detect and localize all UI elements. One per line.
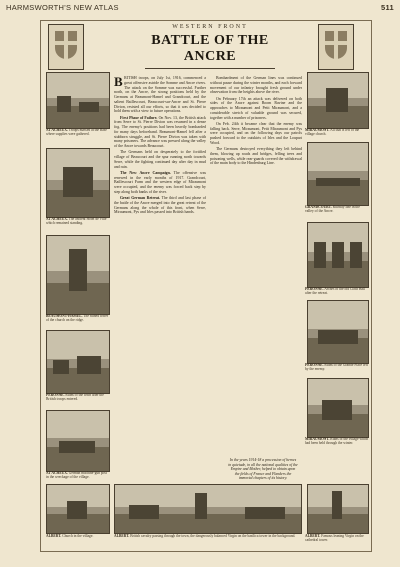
paragraph: On Feb. 24th it became clear that the enemy was falling back. Serre, Miraumont, Petit Miraumont and Pys were occupied, and on the following days our patrols pushed forward to the outskirts of Irles and the Loupart Wood. [210, 121, 302, 145]
caption-right-2: GRANDCOURT. Railway line in the valley of the Ancre. [305, 205, 360, 214]
title-divider [145, 68, 275, 69]
caption-left-4: PERONNE. Ruins of the town after the British troops entered. [46, 393, 104, 402]
photo-left-3 [46, 235, 110, 315]
photo-left-1 [46, 72, 110, 129]
caption-left-2: AT ACHEUX. The ancient Hotel de Ville which remained standing. [46, 217, 107, 226]
paragraph: Bombardment of the German lines was continued without pause during the winter months, and each forward movement of our infantry brought fresh ground under observation from the heights above the river. [210, 76, 302, 95]
right-coat-of-arms-icon [318, 24, 354, 70]
photo-left-5 [46, 410, 110, 472]
photo-right-4 [307, 300, 369, 364]
photo-right-1 [307, 72, 369, 129]
caption-right-3: PERONNE. Arches of the old Cloth Hall after the retreat. [305, 287, 366, 296]
publication-title: HARMSWORTH'S NEW ATLAS [6, 3, 119, 12]
memorial-quote: In the years 1914-18 a procession of heroes in quietude, in all the national qualities of the Empire and Mother, helped to obtain upon the fields of France and Flanders the immortal chapters of its history. [228, 458, 298, 481]
caption-left-1: AT ACHEUX. Troops massed at the Base where supplies were gathered. [46, 128, 107, 137]
photo-right-2 [307, 142, 369, 206]
caption-bottom-left: ALBERT. Church in the village. [46, 534, 94, 538]
subheading-new-campaign: The New Ancre Campaign. [120, 170, 171, 175]
caption-right-5: MIRAUMONT. Ruins of the village which had been held through the winter. [305, 437, 369, 446]
left-coat-of-arms-icon [48, 24, 84, 70]
caption-right-4: PERONNE. Ruins of the Grande Place left by the enemy. [305, 363, 368, 372]
paragraph: On Nov. 13, the British attack from Serre to St. Pierre Divion was resumed in a dense fog. The enemy's positions had been heavily bombarded for many days beforehand. Beaumont-Hamel fell after a stubborn struggle, and St. Pierre Divion was taken with many prisoners. The advance was pressed along the valley of the Ancre towards Beaucourt. [114, 115, 206, 148]
page-number: 511 [381, 3, 394, 12]
photo-right-5 [307, 378, 369, 438]
caption-left-5: AT ACHEUX. German machine-gun post in the wreckage of the village. [46, 471, 107, 480]
body-column-2 [210, 76, 302, 458]
caption-left-3: BEAUMONT-HAMEL. The ruined tower of the church on the ridge. [46, 314, 109, 323]
section-kicker: WESTERN FRONT [172, 24, 248, 30]
subheading-first-phase: First Phase of Failure. [120, 115, 158, 120]
title-block [125, 24, 295, 64]
paragraph: The third and last phase of the battle of the Ancre merged into the great retreat of the Germans along the whole of this front, when Serre, Miraumont, Pys and Irles passed into British hands. [114, 196, 206, 215]
dropcap: B [114, 76, 123, 89]
caption-bottom-right: ALBERT. Famous leaning Virgin on the cathedral tower. [305, 534, 364, 543]
caption-right-1: MIRAUMONT. All that is left of the village church. [305, 128, 360, 137]
photo-bottom-left [46, 484, 110, 534]
paragraph: The Germans held on desperately to the fortified village of Beaucourt and the spur running north towards Serre, while the fighting continued day after day in mud and rain. [114, 150, 206, 169]
photo-left-2 [46, 148, 110, 218]
subheading-german-retreat: Great German Retreat. [120, 196, 161, 200]
body-column-1 [114, 76, 206, 458]
paragraph: On February 17th an attack was delivered on both sides of the Ancre against Boom Ravine and the approaches to Miraumont and Petit Miraumont, and a considerable stretch of valuable ground was secured, together with a number of prisoners. [210, 96, 302, 120]
photo-left-4 [46, 330, 110, 394]
lead-paragraph: RITISH troops, on July 1st, 1916, commenced a great offensive astride the Somme and Ancre rivers. The attack on the Somme was successful. Further north, on the Ancre, the strong positions held by the Germans at Beaumont-Hamel and Grandcourt, and the salient Baillescourt, Beaucourt-sur-Ancre and St. Pierre Divion, resisted all our efforts, so that it was decided to hold them with a view to future operations. [114, 76, 206, 114]
caption-bottom-center: ALBERT. British cavalry passing through the town, the dangerously balanced Virgin on the basilica tower in the background. [114, 534, 296, 538]
running-head [6, 3, 394, 15]
photo-bottom-right [307, 484, 369, 534]
paragraph: The Germans destroyed everything they left behind them, blowing up roads and bridges, felling trees and poisoning wells, while rear-guards covered the withdrawal of the main body to the Hindenburg Line. [210, 147, 302, 166]
page-title: BATTLE OF THE ANCRE [151, 33, 269, 64]
photo-right-3 [307, 222, 369, 288]
paragraph: The offensive was renewed in the early months of 1917. Grandcourt, Baillescourt Farm and the western edge of Miraumont were occupied, and the enemy was forced back step by step along both banks of the river. [114, 170, 206, 194]
photo-bottom-center [114, 484, 302, 534]
